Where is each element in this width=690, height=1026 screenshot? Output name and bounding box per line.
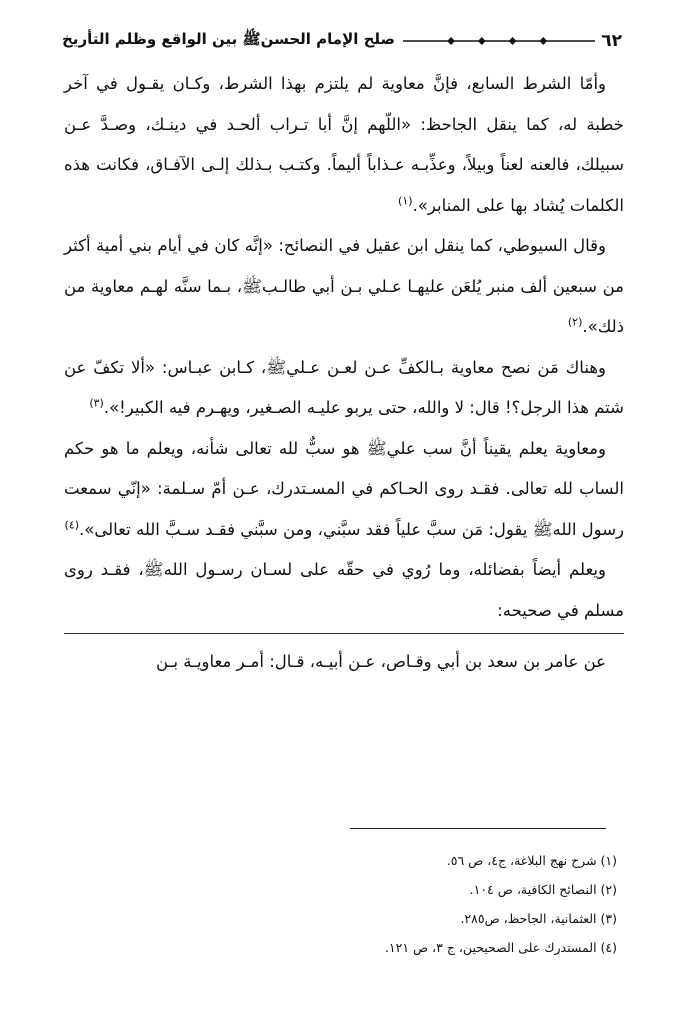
paragraph xyxy=(64,226,624,348)
footnote-separator xyxy=(350,828,606,829)
footnote: (١) شرح نهج البلاغة، ج٤، ص ٥٦. xyxy=(446,853,617,868)
page-number: ٦٢ xyxy=(601,31,622,51)
footnote: (٢) النصائح الكافية، ص ١٠٤. xyxy=(469,882,617,897)
paragraph-text: وقال السيوطي، كما ينقل ابن عقيل في النصائح: «إنَّه كان في أيام بني أمية أكثر من سبعين ألف منبر يُلعَن عليهـا عـلي بـن أبي طالـبﷺ، بـما سنَّه لهـم معاوية من ذلك». xyxy=(64,236,624,336)
footnote-ref: (٣) xyxy=(89,396,104,410)
footnote-ref: (١) xyxy=(398,194,413,207)
footnote: (٤) المستدرك على الصحيحين، ج ٣، ص ١٢١. xyxy=(384,940,617,955)
footnote-ref: (٢) xyxy=(567,315,583,329)
paragraph xyxy=(64,348,624,429)
paragraph xyxy=(64,550,624,634)
paragraph xyxy=(64,429,624,551)
paragraph-text: ويعلم أيضاً بفضائله، وما رُوي في حقّه على لسـان رسـول اللهﷺ، فقـد روى مسلم في صحيحه: xyxy=(64,560,624,620)
paragraph-text: ومعاوية يعلم يقيناً أنَّ سب عليﷺ هو سبٌّ لله تعالى شأنه، ويعلم ما هو حكم الساب لله تعالى. فقـد روى الحـاكم في المسـتدرك، عـن أمّ سـلمة: «إنّي سمعت رسول اللهﷺ يقول: مَن سبَّ علياً فقد سبَّني، ومن سبَّني فقـد سـبَّ الله تعالى». xyxy=(64,438,624,539)
page-header xyxy=(62,28,622,54)
paragraph-text: عن عامر بن سعد بن أبي وقـاص، عـن أبيـه، قـال: أمـر معاويـة بـن xyxy=(156,652,606,671)
main-text xyxy=(64,64,624,683)
paragraph-text: وأمّا الشرط السابع، فإنَّ معاوية لم يلتزم بهذا الشرط، وكـان يقـول في آخر خطبة له، كما ينقل الجاحظ: «اللّهم إنَّ أبا تـراب ألحـد في دينـك، وصـدَّ عـن سبيلك، فالعنه لعناً وبيلاً، وعذِّبـه عـذاباً أليماً. وكتـب بـذلك إلـى الآفـاق، فكانت هذه الكلمات يُشاد بها على المنابر». xyxy=(64,74,624,215)
paragraph xyxy=(64,64,624,226)
footnotes xyxy=(64,846,617,962)
paragraph-text: وهناك مَن نصح معاوية بـالكفِّ عـن لعـن عـليﷺ، كـابن عبـاس: «ألا تكفّ عن شتم هذا الرجل؟! قال: لا والله، حتى يربو عليـه الصـغير، ويهـرم فيه الكبير!». xyxy=(64,357,624,417)
footnote-ref: (٤) xyxy=(64,518,80,531)
footnote: (٣) العثمانية، الجاحظ، ص٢٨٥. xyxy=(460,911,617,926)
header-ornament-line xyxy=(403,31,595,51)
paragraph-bold xyxy=(64,642,624,683)
running-title: صلح الإمام الحسنﷺ بين الواقع وظلم التأريخ xyxy=(62,30,396,48)
